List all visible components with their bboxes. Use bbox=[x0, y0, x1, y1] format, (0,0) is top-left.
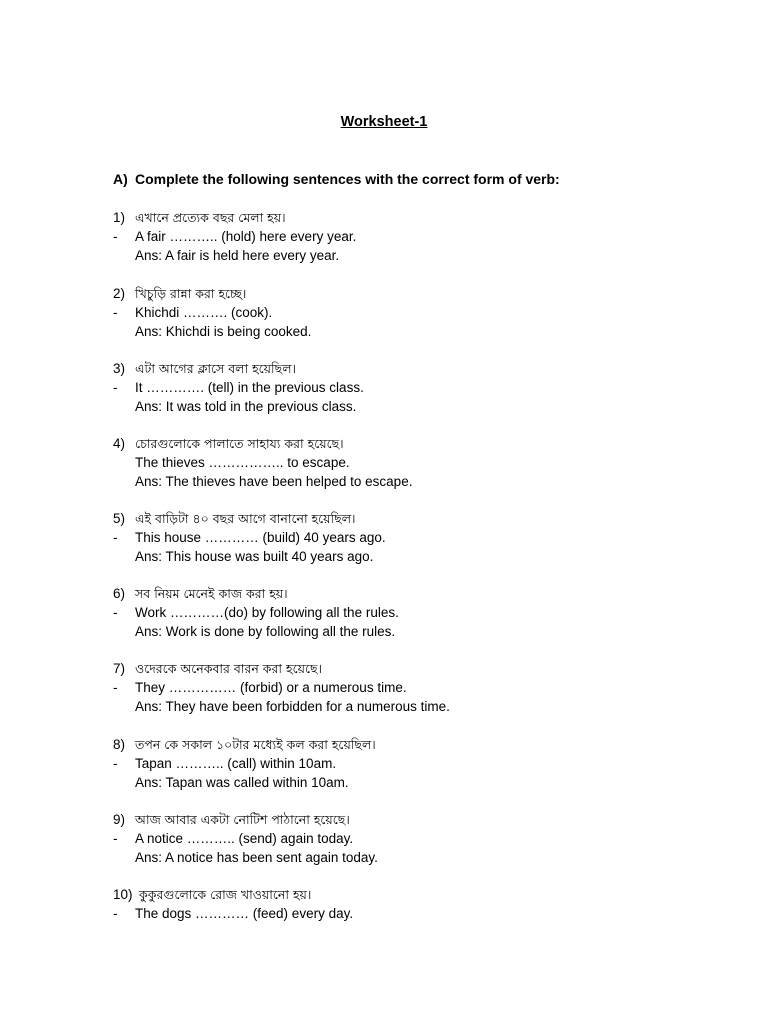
question-7 bbox=[113, 659, 673, 716]
question-dash: - bbox=[113, 530, 118, 545]
question-prompt: Work …………(do) by following all the rules. bbox=[135, 605, 399, 620]
question-dash: - bbox=[113, 605, 118, 620]
question-bengali: এই বাড়িটা ৪০ বছর আগে বানানো হয়েছিল। bbox=[135, 511, 356, 526]
question-number: 7) bbox=[113, 661, 126, 676]
question-6 bbox=[113, 584, 673, 641]
question-dash: - bbox=[113, 906, 118, 921]
section-heading bbox=[113, 171, 560, 187]
question-prompt: Tapan ……….. (call) within 10am. bbox=[135, 756, 337, 771]
question-3 bbox=[113, 359, 673, 416]
question-number: 1) bbox=[113, 210, 126, 225]
question-answer: Ans: It was told in the previous class. bbox=[135, 399, 357, 414]
question-8 bbox=[113, 735, 673, 792]
question-number: 9) bbox=[113, 812, 126, 827]
question-answer: Ans: A notice has been sent again today. bbox=[135, 850, 378, 865]
section-heading-text: Complete the following sentences with the correct form of verb: bbox=[135, 171, 560, 187]
question-number: 6) bbox=[113, 586, 126, 601]
question-number: 4) bbox=[113, 436, 126, 451]
question-dash: - bbox=[113, 680, 118, 695]
question-prompt: The dogs ………… (feed) every day. bbox=[135, 906, 354, 921]
question-bengali: কুকুরগুলোকে রোজ খাওয়ানো হয়। bbox=[139, 887, 312, 902]
question-number: 3) bbox=[113, 361, 126, 376]
question-4 bbox=[113, 434, 673, 491]
question-bengali: তপন কে সকাল ১০টার মধ্যেই কল করা হয়েছিল। bbox=[135, 737, 376, 752]
question-bengali: এখানে প্রত্যেক বছর মেলা হয়। bbox=[135, 210, 286, 225]
question-dash: - bbox=[113, 831, 118, 846]
question-number: 2) bbox=[113, 286, 126, 301]
question-2 bbox=[113, 284, 673, 341]
question-answer: Ans: This house was built 40 years ago. bbox=[135, 549, 374, 564]
question-answer: Ans: Tapan was called within 10am. bbox=[135, 775, 349, 790]
question-prompt: This house ………… (build) 40 years ago. bbox=[135, 530, 386, 545]
question-prompt: It …………. (tell) in the previous class. bbox=[135, 380, 364, 395]
question-dash: - bbox=[113, 380, 118, 395]
question-prompt: A fair ……….. (hold) here every year. bbox=[135, 229, 357, 244]
page-title: Worksheet-1 bbox=[340, 114, 428, 130]
question-bengali: চোরগুলোকে পালাতে সাহায্য করা হয়েছে। bbox=[135, 436, 344, 451]
question-answer: Ans: Khichdi is being cooked. bbox=[135, 324, 312, 339]
question-prompt: The thieves …………….. to escape. bbox=[135, 455, 350, 470]
question-prompt: Khichdi ………. (cook). bbox=[135, 305, 273, 320]
question-bengali: এটা আগের ক্লাসে বলা হয়েছিল। bbox=[135, 361, 296, 376]
question-number: 5) bbox=[113, 511, 126, 526]
question-bengali: ওদেরকে অনেকবার বারন করা হয়েছে। bbox=[135, 661, 323, 676]
question-9 bbox=[113, 810, 673, 867]
section-letter: A) bbox=[113, 171, 128, 187]
question-prompt: They …………… (forbid) or a numerous time. bbox=[135, 680, 407, 695]
question-bengali: আজ আবার একটা নোটিশ পাঠানো হয়েছে। bbox=[135, 812, 350, 827]
question-10 bbox=[113, 885, 673, 923]
question-number: 10) bbox=[113, 887, 133, 902]
question-bengali: খিচুড়ি রান্না করা হচ্ছে। bbox=[135, 286, 247, 301]
question-dash: - bbox=[113, 305, 118, 320]
question-1 bbox=[113, 208, 673, 265]
question-answer: Ans: A fair is held here every year. bbox=[135, 248, 340, 263]
question-5 bbox=[113, 509, 673, 566]
question-answer: Ans: The thieves have been helped to escape. bbox=[135, 474, 413, 489]
question-answer: Ans: They have been forbidden for a numerous time. bbox=[135, 699, 450, 714]
question-dash: - bbox=[113, 229, 118, 244]
question-number: 8) bbox=[113, 737, 126, 752]
question-prompt: A notice ……….. (send) again today. bbox=[135, 831, 354, 846]
question-answer: Ans: Work is done by following all the rules. bbox=[135, 624, 396, 639]
question-dash: - bbox=[113, 756, 118, 771]
question-bengali: সব নিয়ম মেনেই কাজ করা হয়। bbox=[135, 586, 288, 601]
